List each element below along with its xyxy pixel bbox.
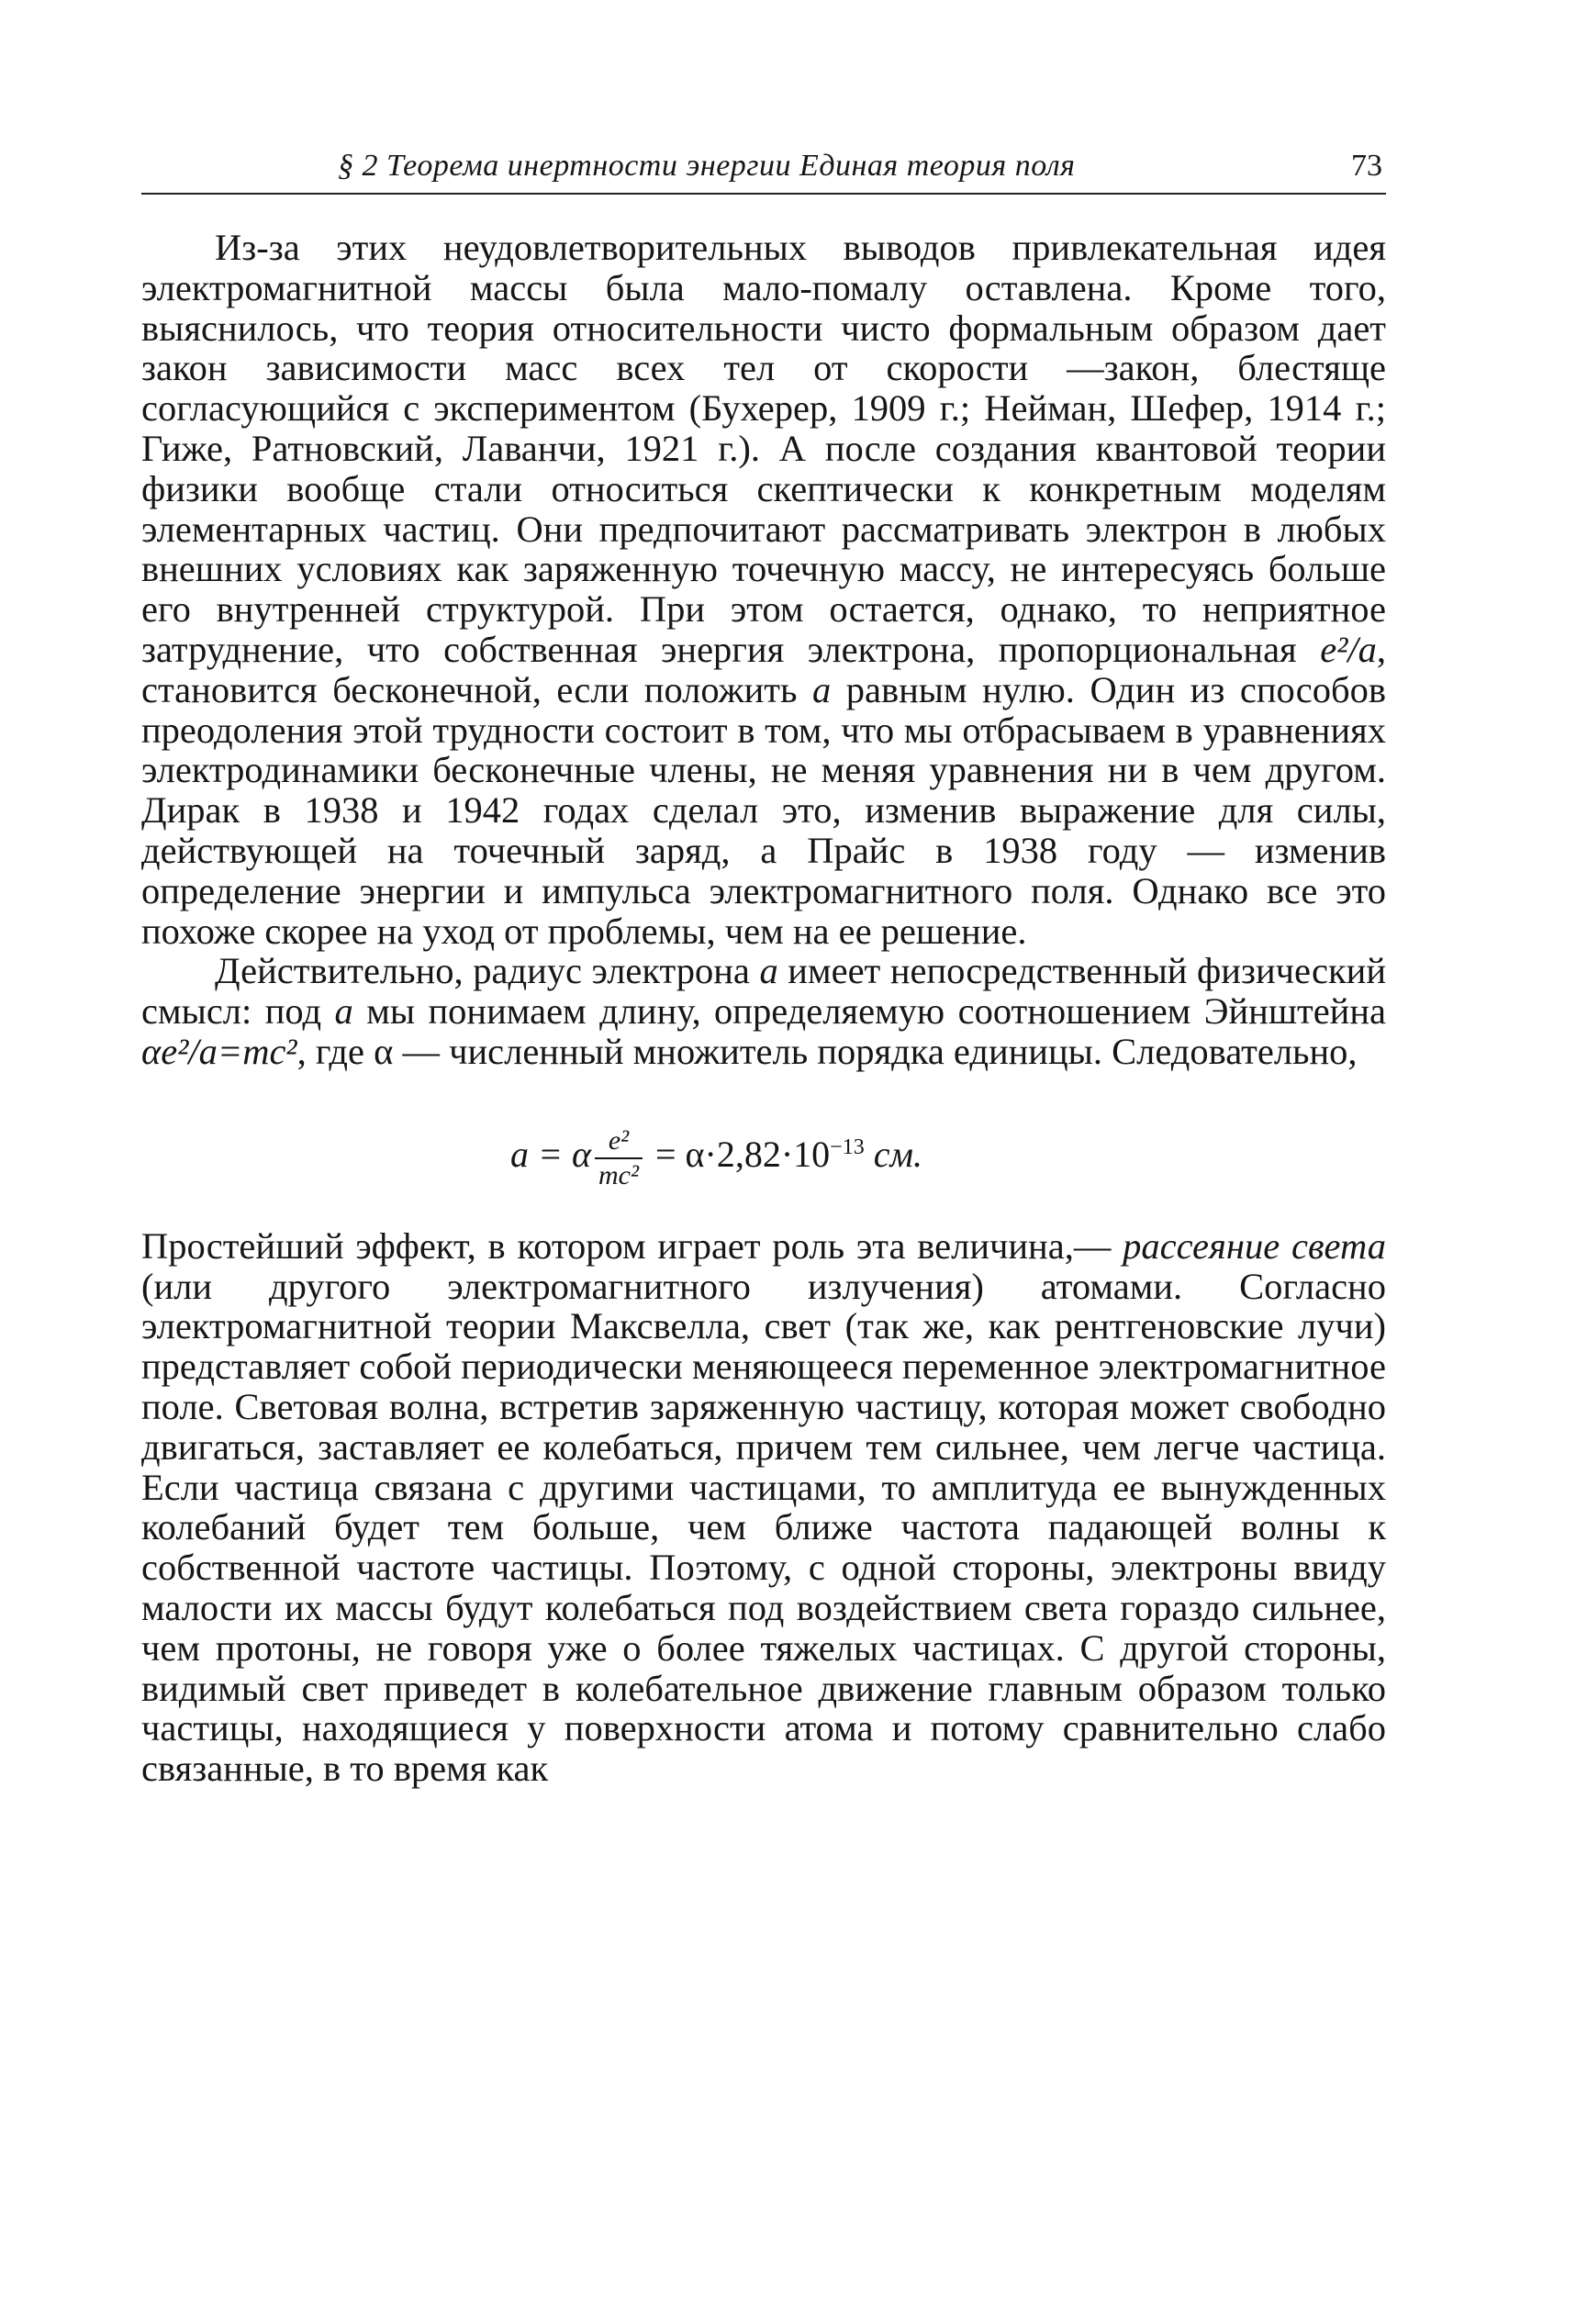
page-number: 73 bbox=[1351, 149, 1382, 183]
expression-e2-over-a: e²/a bbox=[1320, 628, 1377, 670]
book-page bbox=[141, 145, 1386, 1789]
formula-fraction bbox=[595, 1124, 643, 1190]
display-formula bbox=[141, 1072, 1386, 1226]
paragraph-2-part-4: , где α — численный множитель порядка единицы. Следовательно, bbox=[296, 1030, 1358, 1072]
paragraph-1-mid: , становится бесконечной, если положить bbox=[141, 628, 1386, 710]
emphasized-term: рассеяние света bbox=[1123, 1224, 1386, 1267]
paragraph-3-part-1: Простейший эффект, в котором играет роль эта величина,— bbox=[141, 1224, 1123, 1267]
variable-a: a bbox=[811, 668, 832, 710]
variable-a: a bbox=[334, 990, 353, 1033]
formula-numerator: e² bbox=[608, 1124, 630, 1156]
formula-exponent: −13 bbox=[830, 1134, 865, 1159]
variable-a: a bbox=[759, 950, 778, 992]
paragraph-2 bbox=[141, 951, 1386, 1071]
paragraph-3 bbox=[141, 1226, 1386, 1789]
formula-row bbox=[510, 1124, 922, 1190]
paragraph-1-text: Из-за этих неудовлетворительных выводов привлекательная идея электромагнитной массы была мало-помалу оставлена. Кроме того, выяснилось, что теория относительности чисто формальным образом дает закон зависимости масс всех тел от скорости —закон, блестяще согласующийся с экспериментом (Бухерер, 1909 г.; Нейман, Шефер, 1914 г.; Гиже, Ратновский, Лаванчи, 1921 г.). А после создания квантовой теории физики вообще стали относиться скептически к конкретным моделям элементарных частиц. Они предпочитают рассматривать электрон в любых внешних условиях как заряженную точечную массу, не интересуясь больше его внутренней структурой. При этом остается, однако, то неприятное затруднение, что собственная энергия электрона, пропорциональная bbox=[141, 227, 1386, 670]
running-header bbox=[141, 145, 1386, 195]
formula-unit: см. bbox=[864, 1133, 922, 1175]
formula-lhs: a = α bbox=[510, 1133, 591, 1175]
paragraph-3-part-2: (или другого электромагнитного излучения) атомами. Согласно электромагнитной теории Максвелла, свет (так же, как рентгеновские лучи) представляет собой периодически меняющееся переменное электромагнитное поле. Световая волна, встретив заряженную частицу, которая может свободно двигаться, заставляет ее колебаться, причем тем сильнее, чем легче частица. Если частица связана с другими частицами, то амплитуда ее вынужденных колебаний будет тем больше, чем ближе частота падающей волны к собственной частоте частицы. Поэтому, с одной стороны, электроны ввиду малости их массы будут колебаться под воздействием света гораздо сильнее, чем протоны, не говоря уже о более тяжелых частицах. С другой стороны, видимый свет приведет в колебательное движение главным образом только частицы, находящиеся у поверхности атома и потому сравнительно слабо связанные, в то время как bbox=[141, 1265, 1386, 1790]
formula-rhs: = α·2,82·10 bbox=[646, 1133, 831, 1175]
paragraph-2-part-3: мы понимаем длину, определяемую соотношением Эйнштейна bbox=[352, 990, 1386, 1033]
paragraph-1-tail: равным нулю. Один из способов преодоления этой трудности состоит в том, что мы отбрасываем в уравнениях электродинамики бесконечные члены, не меняя уравнения ни в чем другом. Дирак в 1938 и 1942 годах сделал это, изменив выражение для силы, действующей на точечный заряд, а Прайс в 1938 году — изменив определение энергии и импульса электромагнитного поля. Однако все это похоже скорее на уход от проблемы, чем на ее решение. bbox=[141, 668, 1386, 952]
paragraph-1 bbox=[141, 228, 1386, 951]
paragraph-2-part-2: имеет непосредственный физический смысл: под bbox=[141, 950, 1386, 1033]
running-title: § 2 Теорема инертности энергии Единая теория поля bbox=[338, 149, 1076, 183]
fraction-bar bbox=[595, 1157, 643, 1159]
einstein-relation: αe²/a=mc² bbox=[141, 1030, 297, 1072]
paragraph-2-part-1: Действительно, радиус электрона bbox=[215, 950, 760, 992]
formula-denominator: mc² bbox=[598, 1159, 639, 1190]
